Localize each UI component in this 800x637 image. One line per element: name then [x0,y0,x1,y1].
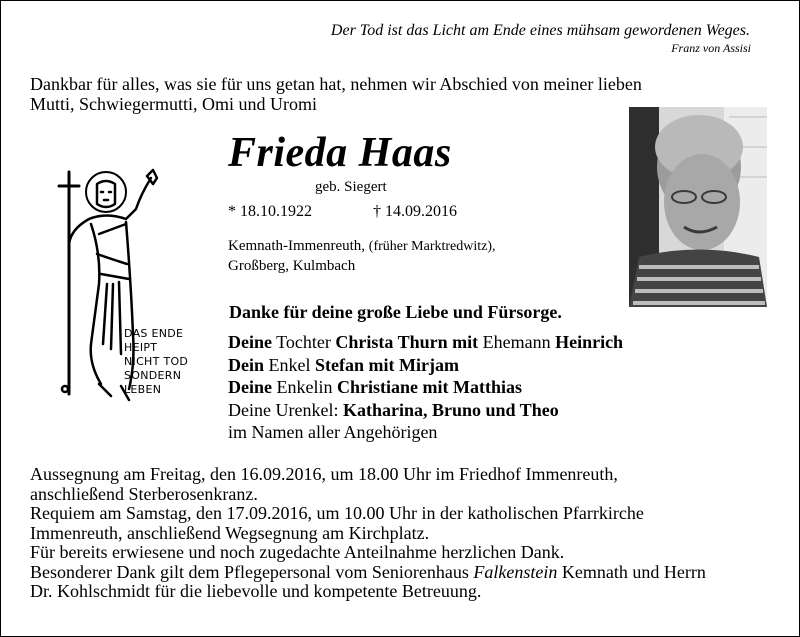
mourner-relation: Tochter [272,332,336,352]
footer-text: Besonderer Dank gilt dem Pflegepersonal vom Seniorenhaus [30,561,474,582]
footer-line: Immenreuth, anschließend Wegsegnung am Kirchplatz. [30,522,430,543]
artwork-inscription [124,327,188,397]
mourner-line [228,354,623,377]
footer-line: Dr. Kohlschmidt für die liebevolle und kompetente Betreuung. [30,581,482,601]
mourner-name: Christiane mit Matthias [337,377,522,397]
footer-text: Kemnath und Herrn [557,561,706,582]
mourners-list [228,331,623,444]
service-details [30,465,790,602]
mourner-name: Deine [228,377,272,397]
mourner-name: Christa Thurn mit [335,332,479,352]
residence-note: (früher Marktredwitz), [368,239,496,254]
intro-line-2: Mutti, Schwiegermutti, Omi und Uromi [30,94,317,114]
residence-line-1 [228,238,496,255]
intro-text [30,74,730,114]
inscription-line: SONDERN [124,369,182,382]
footer-line: Für bereits erwiesene und noch zugedachte Anteilnahme herzlichen Dank. [30,542,565,562]
mourner-relation: im Namen aller Angehörigen [228,422,438,442]
footer-line: Requiem am Samstag, den 17.09.2016, um 10.00 Uhr in der katholischen Pfarrkirche [30,503,644,523]
mourner-relation: Deine Urenkel: [228,399,343,420]
mourner-line [228,331,623,354]
portrait-photo [629,107,767,307]
footer-line [30,563,790,583]
death-date: † 14.09.2016 [373,203,457,220]
inscription-line: LEBEN [124,383,162,396]
mourner-name: Deine [228,332,272,352]
residence-line-2: Großberg, Kulmbach [228,258,356,274]
quote-author: Franz von Assisi [671,41,751,55]
deceased-name: Frieda Haas [228,130,452,176]
birth-date: * 18.10.1922 [228,203,312,220]
footer-line: anschließend Sterberosenkranz. [30,483,258,504]
facility-name: Falkenstein [473,561,558,582]
thanks-line: Danke für deine große Liebe und Fürsorge. [229,302,562,322]
inscription-line: HEIPT [124,341,158,354]
intro-line-1: Dankbar für alles, was sie für uns getan hat, nehmen wir Abschied von meiner lieben [30,74,642,94]
mourner-relation: Enkel [264,354,315,375]
mourner-name: Katharina, Bruno und Theo [342,399,559,420]
mourner-line [228,376,623,399]
residence-main: Kemnath-Immenreuth, [228,238,366,254]
footer-line: Aussegnung am Freitag, den 16.09.2016, um 18.00 Uhr im Friedhof Immenreuth, [30,464,618,484]
mourner-relation: Enkelin [272,377,337,397]
quote-text: Der Tod ist das Licht am Ende eines mühsam gewordenen Weges. [330,22,750,39]
mourner-line [228,399,623,422]
born-name: geb. Siegert [315,179,387,195]
mourner-name: Heinrich [555,332,624,352]
mourner-name: Dein [228,354,264,375]
mourner-name: Stefan mit Mirjam [315,354,459,375]
mourner-line [228,421,623,444]
mourner-relation: Ehemann [478,332,556,352]
inscription-line: NICHT TOD [124,355,189,368]
inscription-line: DAS ENDE [124,327,184,340]
